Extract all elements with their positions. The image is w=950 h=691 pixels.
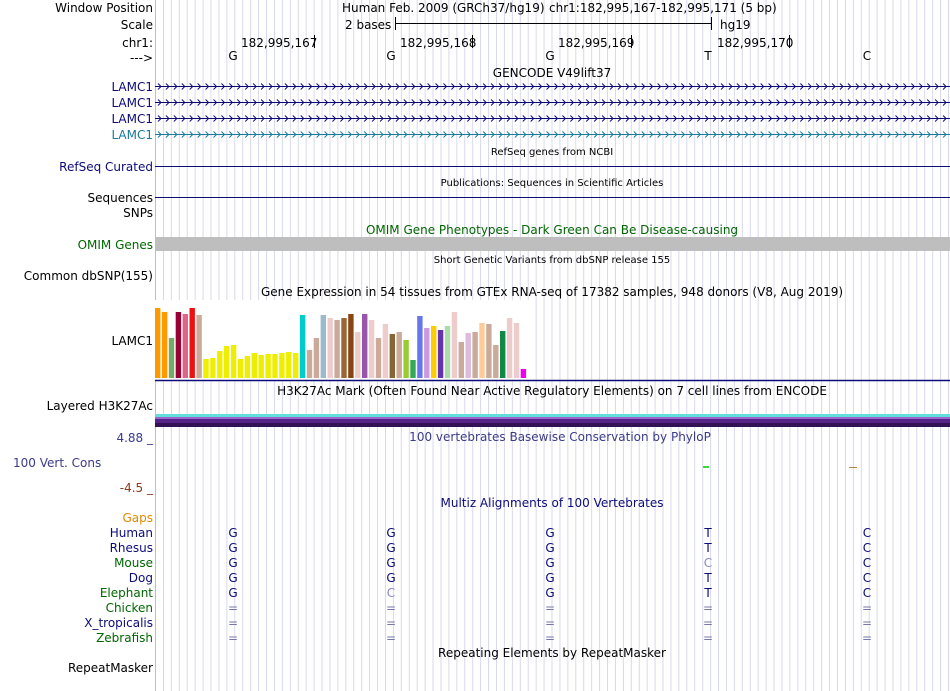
alignment-base: = <box>385 601 397 615</box>
gtex-bar <box>252 353 257 378</box>
gtex-bar <box>397 332 402 378</box>
species-label-mouse[interactable]: Mouse <box>114 556 153 570</box>
alignment-base: C <box>862 571 872 585</box>
gtex-bar <box>521 369 526 378</box>
ruler-base-3: G <box>545 49 555 63</box>
alignment-base: G <box>228 571 238 585</box>
gtex-bar <box>514 323 519 378</box>
scale-label: Scale <box>120 18 153 32</box>
alignment-base: G <box>228 526 238 540</box>
alignment-base: T <box>704 526 712 540</box>
gtex-bar <box>293 353 298 378</box>
gtex-bar <box>472 332 477 378</box>
gtex-bar <box>403 340 408 378</box>
alignment-base: G <box>545 526 555 540</box>
repeatmasker-track-title: Repeating Elements by RepeatMasker <box>438 646 666 660</box>
ruler-base-1: G <box>228 49 238 63</box>
gtex-bar <box>321 315 326 378</box>
gtex-bar <box>238 359 243 378</box>
h3k27ac-track-title: H3K27Ac Mark (Often Found Near Active Regulatory Elements) on 7 cell lines from ENCODE <box>277 384 827 398</box>
gtex-bar <box>231 345 236 378</box>
gtex-bar <box>286 352 291 378</box>
gtex-track-title: Gene Expression in 54 tissues from GTEx RNA-seq of 17382 samples, 948 donors (V8, Aug 2019) <box>260 285 844 299</box>
phylop-track-title: 100 vertebrates Basewise Conservation by PhyloP <box>409 430 711 444</box>
gtex-bar <box>224 346 229 378</box>
alignment-base: = <box>227 631 239 645</box>
gtex-bar <box>500 331 505 378</box>
gtex-bar <box>486 324 491 378</box>
alignment-base: G <box>386 526 396 540</box>
gtex-bar <box>376 338 381 378</box>
ruler-tick-2: 182,995,168 <box>400 36 477 50</box>
gtex-bar <box>314 338 319 378</box>
alignment-base: = <box>861 631 873 645</box>
gtex-bar <box>341 318 346 378</box>
species-label-human[interactable]: Human <box>109 526 153 540</box>
gtex-bar <box>245 356 250 378</box>
alignment-base: G <box>545 571 555 585</box>
alignment-base: G <box>386 556 396 570</box>
gtex-bar <box>196 315 201 378</box>
gtex-bar <box>307 350 312 378</box>
gencode-track-title: GENCODE V49lift37 <box>492 66 612 80</box>
gtex-bar <box>417 316 422 378</box>
gtex-bar <box>479 323 484 378</box>
alignment-base: = <box>385 616 397 630</box>
gtex-bar <box>348 314 353 378</box>
track-label-gaps[interactable]: Gaps <box>122 511 153 525</box>
alignment-base: G <box>228 586 238 600</box>
gtex-bar <box>183 314 188 378</box>
omim-bar <box>155 237 950 251</box>
alignment-base: = <box>544 601 556 615</box>
alignment-base: C <box>386 586 396 600</box>
phylop-mark <box>703 466 709 468</box>
alignment-base: T <box>704 541 712 555</box>
alignment-base: = <box>544 631 556 645</box>
species-label-elephant[interactable]: Elephant <box>99 586 153 600</box>
h3k27ac-band <box>155 419 950 423</box>
track-image-area[interactable] <box>155 0 950 691</box>
alignment-base: = <box>385 631 397 645</box>
alignment-base: G <box>545 556 555 570</box>
gtex-bar <box>162 312 167 378</box>
alignment-base: G <box>386 541 396 555</box>
alignment-base: C <box>862 586 872 600</box>
assembly-name: Human Feb. 2009 (GRCh37/hg19) <box>342 1 545 15</box>
alignment-base: T <box>704 586 712 600</box>
species-label-dog[interactable]: Dog <box>128 571 153 585</box>
phylop-mark <box>849 467 857 468</box>
strand-label: ---> <box>129 51 153 65</box>
alignment-base: = <box>702 616 714 630</box>
alignment-base: = <box>702 631 714 645</box>
gtex-bar <box>452 312 457 378</box>
gtex-bar <box>217 351 222 378</box>
gtex-bar <box>169 338 174 378</box>
alignment-base: C <box>862 556 872 570</box>
alignment-base: = <box>544 616 556 630</box>
track-label-publications[interactable]: Sequences <box>87 191 153 205</box>
track-label-gencode-3[interactable]: LAMC1 <box>111 112 153 126</box>
ruler-base-2: G <box>386 49 396 63</box>
alignment-base: C <box>862 541 872 555</box>
phylop-min-value: -4.5 _ <box>119 481 153 495</box>
ruler-tick-1: 182,995,167 <box>241 36 318 50</box>
alignment-base: T <box>704 571 712 585</box>
h3k27ac-band <box>155 414 950 417</box>
ruler-base-5: C <box>862 49 872 63</box>
refseq-track-title: RefSeq genes from NCBI <box>490 147 614 158</box>
ruler-tick-3: 182,995,169 <box>558 36 635 50</box>
ruler-base-4: T <box>704 49 712 63</box>
gtex-bar <box>265 354 270 378</box>
chrom-label: chr1: <box>122 36 153 50</box>
alignment-base: = <box>702 601 714 615</box>
database-name: hg19 <box>720 18 751 32</box>
gtex-bar <box>300 315 305 378</box>
track-label-dbsnp[interactable]: Common dbSNP(155) <box>23 269 153 283</box>
alignment-base: = <box>227 616 239 630</box>
gtex-bar <box>190 308 195 378</box>
gtex-bar <box>431 326 436 378</box>
track-label-gencode-4[interactable]: LAMC1 <box>111 128 153 142</box>
gtex-bar <box>493 345 498 378</box>
track-label-phylop[interactable]: 100 Vert. Cons <box>13 456 102 470</box>
dbsnp-track-title: Short Genetic Variants from dbSNP release 155 <box>433 255 671 266</box>
gtex-bar <box>459 342 464 378</box>
alignment-base: = <box>227 601 239 615</box>
gtex-bar <box>507 318 512 378</box>
h3k27ac-band <box>155 423 950 427</box>
gtex-bar <box>334 320 339 378</box>
scale-text: 2 bases <box>345 18 392 32</box>
species-label-chicken[interactable]: Chicken <box>105 601 153 615</box>
gtex-bar <box>445 326 450 378</box>
track-label-gencode-1[interactable]: LAMC1 <box>111 80 153 94</box>
publications-track-title: Publications: Sequences in Scientific Articles <box>440 178 664 189</box>
alignment-base: G <box>386 571 396 585</box>
gtex-bar <box>355 332 360 378</box>
gtex-bar <box>438 330 443 378</box>
h3k27ac-band <box>155 417 950 419</box>
track-label-gencode-2[interactable]: LAMC1 <box>111 96 153 110</box>
gtex-bar <box>362 314 367 378</box>
alignment-base: C <box>862 526 872 540</box>
position-range: chr1:182,995,167-182,995,171 (5 bp) <box>549 1 777 15</box>
gtex-bar <box>210 358 215 378</box>
gtex-bar <box>390 334 395 378</box>
omim-track-title: OMIM Gene Phenotypes - Dark Green Can Be Disease-causing <box>365 223 739 237</box>
gtex-bar <box>279 353 284 378</box>
track-label-omim[interactable]: OMIM Genes <box>77 238 153 252</box>
gtex-bar <box>410 360 415 378</box>
alignment-base: C <box>703 556 713 570</box>
gtex-bar <box>466 333 471 378</box>
gtex-bar <box>272 354 277 378</box>
gtex-bar <box>369 320 374 378</box>
gtex-bar <box>383 324 388 378</box>
alignment-base: G <box>545 586 555 600</box>
gtex-bar <box>155 308 160 378</box>
gtex-bar <box>203 359 208 378</box>
alignment-base: G <box>545 541 555 555</box>
alignment-base: G <box>228 541 238 555</box>
phylop-max-value: 4.88 _ <box>116 431 153 445</box>
gtex-bar <box>259 355 264 378</box>
ruler-tick-4: 182,995,170 <box>717 36 794 50</box>
track-label-gtex[interactable]: LAMC1 <box>111 334 153 348</box>
alignment-base: G <box>228 556 238 570</box>
multiz-track-title: Multiz Alignments of 100 Vertebrates <box>440 496 664 510</box>
track-label-h3k27ac[interactable]: Layered H3K27Ac <box>46 399 153 413</box>
gtex-bar <box>328 318 333 378</box>
gtex-bar <box>424 328 429 378</box>
species-label-x_tropicalis[interactable]: X_tropicalis <box>84 616 153 630</box>
track-label-refseq[interactable]: RefSeq Curated <box>59 160 153 174</box>
species-label-zebrafish[interactable]: Zebrafish <box>96 631 153 645</box>
alignment-base: = <box>861 601 873 615</box>
track-label-repeatmasker[interactable]: RepeatMasker <box>67 661 153 675</box>
window-position-label: Window Position <box>55 1 153 15</box>
track-label-snps[interactable]: SNPs <box>123 206 153 220</box>
species-label-rhesus[interactable]: Rhesus <box>109 541 153 555</box>
gtex-bar <box>176 312 181 378</box>
alignment-base: = <box>861 616 873 630</box>
